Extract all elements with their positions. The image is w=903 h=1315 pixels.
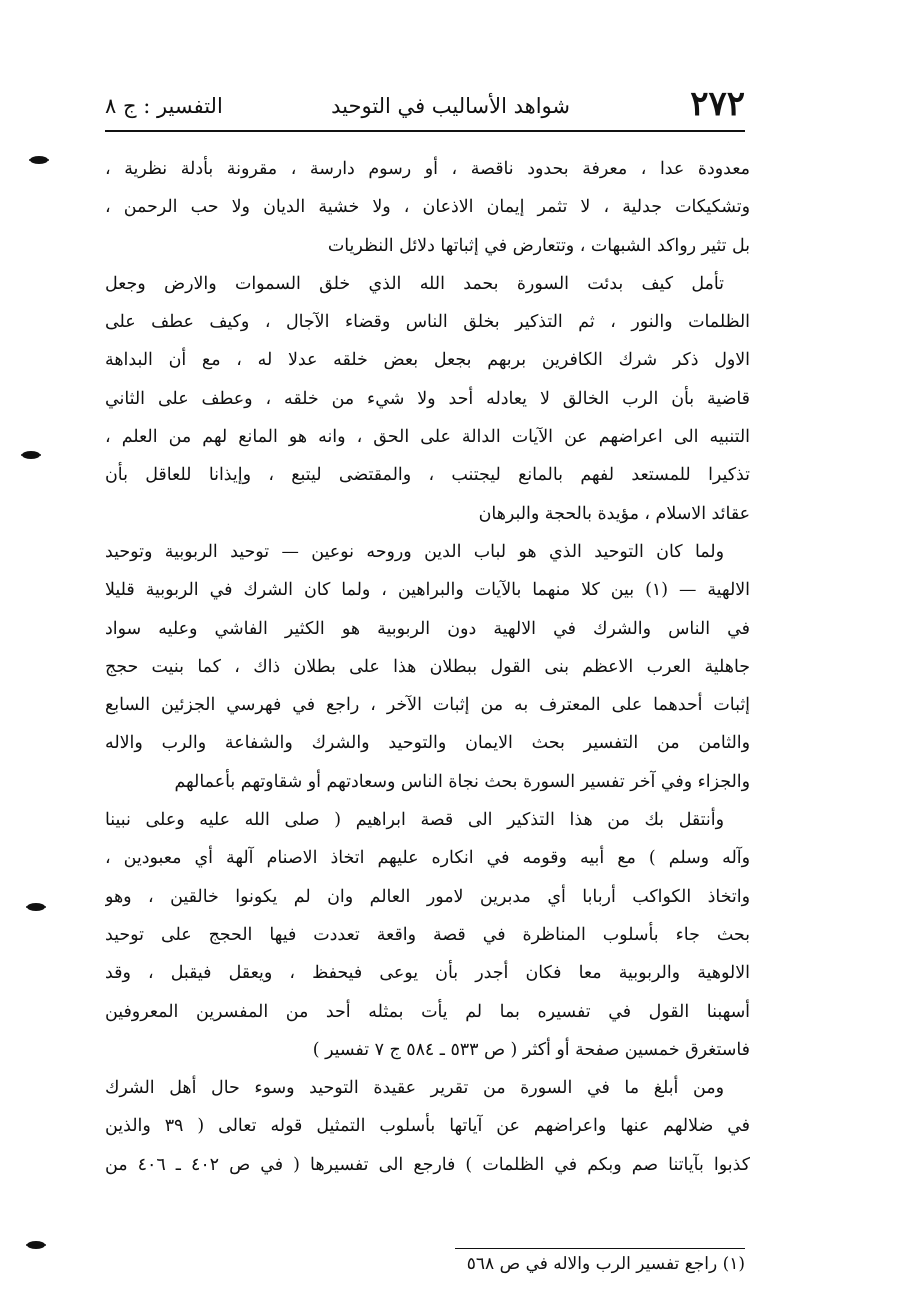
text-line: بل تثير رواكد الشبهات ، وتتعارض في إثباتها دلائل النظريات — [327, 235, 750, 256]
page-number: ٢٧٢ — [690, 84, 745, 124]
text-line: تذكيرا للمستعد لفهم بالمانع ليجتنب ، والمقتضى ليتبع ، وإيذانا للعاقل بأن — [105, 465, 750, 486]
text-line: بحث جاء بأسلوب المناظرة في قصة واقعة تعددت فيها الحجج على توحيد — [105, 924, 750, 945]
text-line: وآله وسلم ) مع أبيه وقومه في انكاره عليهم اتخاذ الاصنام آلهة أي معبودين ، — [105, 848, 750, 869]
text-line: عقائد الاسلام ، مؤيدة بالحجة والبرهان — [478, 503, 750, 524]
text-line: معدودة عدا ، معرفة بحدود ناقصة ، أو رسوم دارسة ، مقرونة بأدلة نظرية ، — [105, 159, 750, 179]
footnote: (١) راجع تفسير الرب والاله في ص ٥٦٨ — [466, 1254, 745, 1274]
text-line: وتشكيكات جدلية ، لا تثمر إيمان الاذعان ، ولا خشية الديان ولا حب الرحمن ، — [105, 197, 750, 218]
text-line: قاضية بأن الرب الخالق لا يعادله أحد ولا شيء من خلقه ، وعطف على الثاني — [105, 388, 750, 409]
text-line: أسهبنا القول في تفسيره بما لم يأت بمثله أحد من المفسرين المعروفين — [105, 1001, 750, 1022]
text-line: الاول ذكر شرك الكافرين بربهم بجعل بعض خلقه عدلا له ، مع أن البداهة — [105, 350, 750, 371]
text-line: التنبيه الى اعراضهم عن الآيات الدالة على الحق ، وانه هو المانع لهم من العلم ، — [105, 427, 750, 448]
body-text — [105, 150, 750, 1184]
text-line: فاستغرق خمسين صفحة أو أكثر ( ص ٥٣٣ ـ ٥٨٤ ج ٧ تفسير ) — [312, 1039, 750, 1060]
running-title: شواهد الأساليب في التوحيد — [331, 94, 570, 118]
text-line: والجزاء وفي آخر تفسير السورة بحث نجاة الناس وسعادتهم أو شقاوتهم بأعمالهم — [174, 771, 750, 792]
text-line: الظلمات والنور ، ثم التذكير بخلق الناس وقضاء الآجال ، وكيف عطف على — [105, 312, 750, 333]
text-line: كذبوا بآياتنا صم وبكم في الظلمات ) فارجع الى تفسيرها ( في ص ٤٠٢ ـ ٤٠٦ من — [105, 1154, 750, 1175]
punch-mark-icon — [25, 1240, 47, 1250]
text-line: والثامن من التفسير بحث الايمان والتوحيد والشرك والشفاعة والرب والاله — [105, 733, 750, 754]
punch-mark-icon — [20, 450, 42, 460]
text-line: تأمل كيف بدئت السورة بحمد الله الذي خلق السموات والارض وجعل — [105, 273, 724, 294]
punch-mark-icon — [28, 155, 50, 165]
header-rule — [105, 130, 745, 132]
text-line: الالوهية والربوبية معا فكان أجدر بأن يوعى فيحفظ ، ويعقل فيقبل ، وقد — [105, 963, 750, 984]
text-line: جاهلية العرب الاعظم بنى القول ببطلان هذا على بطلان ذاك ، كما بنيت حجج — [105, 656, 750, 677]
text-line: ومن أبلغ ما في السورة من تقرير عقيدة التوحيد وسوء حال أهل الشرك — [105, 1078, 724, 1099]
text-line: إثبات أحدهما على المعترف به من إثبات الآخر ، راجع في فهرسي الجزئين السابع — [105, 695, 750, 716]
text-line: في ضلالهم عنها واعراضهم عن آياتها بأسلوب التمثيل قوله تعالى ( ٣٩ والذين — [105, 1116, 750, 1137]
section-title: التفسير : ج ٨ — [105, 94, 223, 118]
page-header — [105, 84, 745, 128]
text-line: ولما كان التوحيد الذي هو لباب الدين وروحه نوعين — توحيد الربوبية وتوحيد — [105, 541, 724, 562]
text-line: الالهية — (١) بين كلا منهما بالآيات والبراهين ، ولما كان الشرك في الربوبية قليلا — [105, 580, 750, 601]
text-line: في الناس والشرك في الالهية دون الربوبية هو الكثير الفاشي وعليه سواد — [105, 618, 750, 639]
text-line: وأنتقل بك من هذا التذكير الى قصة ابراهيم ( صلى الله عليه وعلى نبينا — [105, 810, 724, 831]
text-line: واتخاذ الكواكب أربابا أي مدبرين لامور العالم وان لم يكونوا خالقين ، وهو — [105, 886, 750, 907]
footnote-rule — [455, 1248, 745, 1249]
punch-mark-icon — [25, 902, 47, 912]
